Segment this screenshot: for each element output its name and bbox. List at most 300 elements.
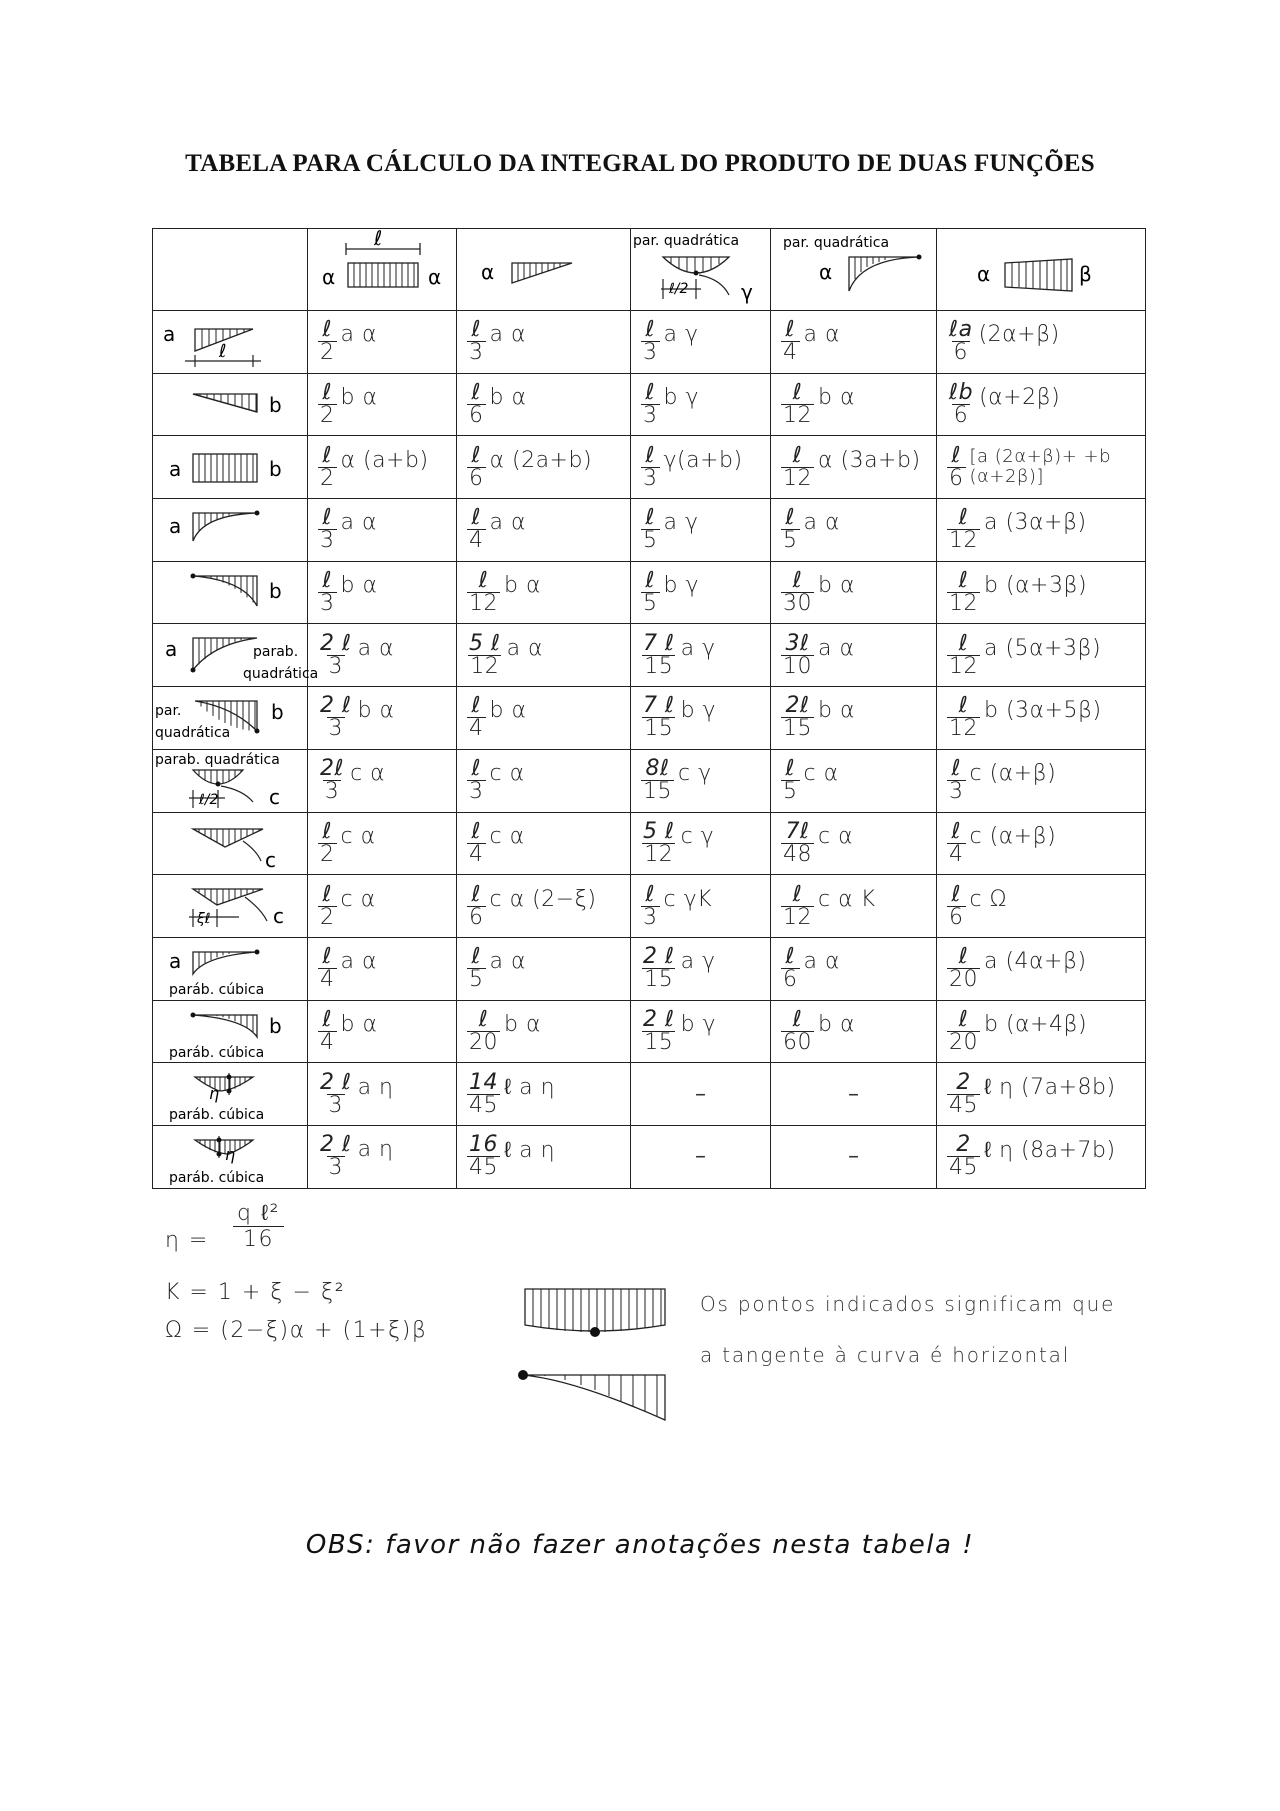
formula-factor: c γK [663,886,713,912]
fraction [641,1006,677,1055]
integral-cell [457,1000,631,1063]
formula-factor: a (3α+β) [984,510,1087,536]
formula [771,499,936,561]
fraction-numerator: 2 ℓ [320,693,352,719]
integral-cell [631,1000,771,1063]
formula-factor: b α [340,573,378,599]
fraction [318,382,337,427]
fraction-denominator: 6 [469,465,484,491]
fraction-numerator: ℓ [951,881,962,907]
fraction-denominator: 45 [469,1155,498,1181]
integral-cell [631,624,771,687]
fraction-denominator: 12 [644,841,674,867]
fraction [947,319,975,364]
fraction [318,818,337,867]
row-diagram-cell [153,1125,308,1188]
formula [631,813,770,875]
header-parabola-label: par. quadrática [633,233,740,249]
formula-factor: b α [818,698,855,724]
fraction [947,695,980,740]
formula [308,750,456,812]
shape-label-quad: quadrática [243,666,319,683]
fraction-denominator: 4 [783,340,798,366]
formula-factor: b α [340,1011,378,1037]
fraction [781,695,814,740]
header-beta: β [1079,262,1092,286]
formula [937,499,1145,561]
fraction [318,946,337,991]
table-row [153,875,1146,938]
shape-label-right: b [271,700,284,725]
integral-cell [937,1063,1146,1126]
integral-cell [937,875,1146,938]
fraction [641,818,677,867]
formula [771,750,936,812]
fraction [781,442,814,491]
fraction [467,695,486,740]
formula [771,436,936,498]
formula [937,875,1145,937]
integral-cell [771,1063,937,1126]
fraction-denominator: 15 [644,1029,674,1055]
integral-cell [771,1125,937,1188]
table-row [153,561,1146,624]
formula-factor: a α [340,510,377,536]
formula [308,1001,456,1063]
formula [937,687,1145,749]
fraction [467,818,486,867]
formula [631,374,770,436]
fraction-numerator: ℓ [792,442,803,468]
shape-note: paráb. cúbica [169,1107,265,1124]
fraction-denominator: 3 [320,591,335,617]
integral-cell [457,875,631,938]
row-diagram-cell [153,373,308,436]
fraction-denominator: 3 [643,403,658,429]
fraction-denominator: 15 [644,716,674,742]
formula [457,311,630,373]
formula [308,938,456,1000]
row-diagram-cell [153,561,308,624]
eta-lhs: η = [165,1228,209,1253]
formula-factor: c α (2−ξ) [489,886,597,912]
integral-cell [937,749,1146,812]
fraction-denominator: 45 [949,1155,978,1181]
fraction-denominator: 12 [949,591,978,617]
formula [631,436,770,498]
formula-factor: ℓ η (8a+7b) [984,1137,1116,1163]
fraction-numerator: ℓ [471,756,482,782]
integral-cell [308,1125,457,1188]
fraction [947,507,980,552]
fraction [318,1069,354,1118]
fraction [641,382,660,427]
corner-cell [153,229,308,311]
fraction-denominator: 5 [783,528,798,554]
formula-factor: b γ [680,698,717,724]
formula [457,499,630,561]
integral-cell [457,311,631,374]
fraction-denominator: 2 [320,403,335,429]
formula-factor: b α [818,573,855,599]
fraction-numerator: 2 [956,1069,971,1095]
formula-factor: a α [340,322,377,348]
formula-factor: b α [818,385,855,411]
load-diagram-icon [153,499,308,561]
fraction-denominator: 3 [328,1092,344,1118]
header-alpha: α [481,260,495,284]
integral-cell [308,875,457,938]
formula-factor: γ(a+b) [663,447,743,473]
fraction-denominator: 3 [643,904,658,930]
fraction-numerator: ℓ [785,756,796,782]
integral-cell [631,1063,771,1126]
formula-factor: [a (2α+β)+ +b (α+2β)] [969,446,1112,488]
header-row [153,229,1146,311]
shape-label-eta: η [209,1084,220,1104]
fraction-numerator: ℓ [322,568,333,594]
formula-factor: c (α+β) [969,823,1057,849]
formula-factor: b α [489,698,527,724]
integral-cell [771,937,937,1000]
fraction [467,881,486,930]
formula [771,562,936,624]
fraction [781,881,814,930]
fraction-numerator: 5 ℓ [469,630,501,656]
table-row [153,687,1146,750]
formula [937,938,1145,1000]
formula-factor: c α [340,886,376,912]
load-diagram-icon [153,624,319,686]
shape-label-right: b [269,392,282,417]
formula-factor: a α [340,949,377,975]
header-parabola2-label: par. quadrática [783,235,890,251]
formula-factor: c γ [678,761,712,787]
header-parabola-2 [771,229,937,311]
fraction [641,507,660,552]
header-alpha-2: α [819,260,833,284]
fraction [947,946,980,991]
fraction-numerator: 8ℓ [645,756,670,782]
integral-cell [457,812,631,875]
integral-cell [937,687,1146,750]
fraction [467,1069,500,1118]
integral-cell [308,624,457,687]
integral-cell [771,687,937,750]
integral-cell [457,1063,631,1126]
formula [308,374,456,436]
fraction-denominator: 6 [469,904,484,930]
fraction-denominator: 3 [328,716,344,742]
shape-label-left: a [169,457,182,482]
formula-factor: c α [489,823,525,849]
formula [457,938,630,1000]
shape-label-xi: ξℓ [197,911,211,928]
formula [771,875,936,937]
fraction-numerator: 2 ℓ [643,1006,675,1032]
fraction-denominator: 4 [949,841,964,867]
fraction-denominator: 20 [949,967,978,993]
row-diagram-cell [153,311,308,374]
integral-cell [771,373,937,436]
fraction-denominator: 12 [949,653,978,679]
fraction-denominator: 20 [469,1029,498,1055]
integral-table [152,228,1146,1189]
formula [457,750,630,812]
integral-cell [308,749,457,812]
formula-factor: a γ [663,322,699,348]
integral-cell [771,499,937,562]
formula-factor: b α [489,385,527,411]
formula [937,562,1145,624]
fraction [467,630,503,679]
fraction-numerator: ℓ [471,818,482,844]
fraction-numerator: 2 ℓ [643,944,675,970]
load-diagram-icon [153,813,308,875]
fraction-denominator: 12 [470,653,500,679]
fraction [467,570,500,615]
formula [457,687,630,749]
formula-factor: a α [357,635,395,661]
fraction-numerator: ℓ [958,568,969,594]
shape-label-left: a [169,514,182,539]
fraction-denominator: 3 [324,779,340,805]
fraction-numerator: ℓ [958,944,969,970]
formula [937,1126,1145,1188]
fraction-denominator: 3 [328,1155,344,1181]
fraction-denominator: 3 [643,465,658,491]
shape-note: paráb. cúbica [169,1169,265,1186]
integral-cell [308,499,457,562]
fraction-denominator: 3 [643,340,658,366]
fraction [947,1069,980,1118]
fraction-denominator: 6 [469,403,484,429]
formula [771,374,936,436]
fraction-numerator: ℓ [792,1006,803,1032]
fraction-numerator: ℓ [471,442,482,468]
formula [937,436,1145,498]
fraction-denominator: 6 [953,403,969,429]
formula-factor: a α [489,949,526,975]
fraction-denominator: 6 [949,904,964,930]
formula [457,1126,630,1188]
fraction [467,758,486,803]
formula-factor: a η [357,1074,394,1100]
integral-cell [308,436,457,499]
integral-cell [937,1125,1146,1188]
eta-numerator: q ℓ² [237,1201,280,1226]
formula-factor: a γ [680,635,716,661]
formula-factor: b α [504,573,541,599]
fraction [781,1006,814,1055]
shape-label-quad: quadrática [155,725,231,742]
shape-label-right: b [269,1013,282,1038]
fraction [947,570,980,615]
table-row [153,749,1146,812]
header-length-label: ℓ [374,226,383,250]
formula [308,687,456,749]
integral-cell [308,311,457,374]
row-diagram-cell [153,1000,308,1063]
integral-cell [937,373,1146,436]
fraction-denominator: 12 [783,465,812,491]
fraction [781,382,814,427]
integral-cell [308,812,457,875]
formula [937,374,1145,436]
load-diagram-icon [153,562,308,624]
fraction-numerator: ℓ [471,693,482,719]
formula-factor: (α+2β) [979,385,1061,411]
table-row [153,1000,1146,1063]
fraction-denominator: 6 [783,967,798,993]
fraction [641,946,677,991]
note-line-2: a tangente à curva é horizontal [700,1343,1071,1367]
eta-fraction [233,1200,284,1252]
shape-label-left: a [163,322,176,346]
parabola-diagram-icon [631,229,771,310]
shape-label-left: a [165,637,178,662]
fraction-numerator: ℓ [645,317,656,343]
fraction-denominator: 45 [469,1092,498,1118]
table-row [153,937,1146,1000]
empty-dash: – [695,1081,706,1107]
fraction-denominator: 3 [469,340,484,366]
fraction-denominator: 3 [469,779,484,805]
tangent-diagram-icon [515,1285,675,1425]
fraction-numerator: ℓ [645,568,656,594]
row-diagram-cell [153,499,308,562]
row-diagram-cell [153,624,319,687]
fraction [641,881,660,930]
triangle-diagram-icon [457,229,631,310]
integral-cell [631,687,771,750]
fraction [318,1006,337,1055]
integral-cell [308,1000,457,1063]
fraction-numerator: 3ℓ [785,630,810,656]
fraction-numerator: ℓ [958,693,969,719]
fraction-numerator: ℓ [951,442,962,468]
shape-label-right: c [265,847,276,872]
shape-length-label: ℓ [219,341,227,362]
fraction-numerator: ℓ [322,505,333,531]
fraction [781,758,800,803]
fraction-denominator: 12 [469,591,498,617]
fraction-numerator: ℓ [471,944,482,970]
fraction-denominator: 48 [783,841,812,867]
formula [631,1001,770,1063]
formula [308,875,456,937]
load-diagram-icon [153,750,308,812]
load-diagram-icon [153,311,308,373]
fraction-denominator: 5 [643,528,658,554]
formula [308,436,456,498]
formula-factor: b α [340,385,378,411]
fraction [781,630,814,679]
table-row [153,373,1146,436]
k-formula: K = 1 + ξ − ξ² [165,1280,346,1305]
row-diagram-cell [153,687,308,750]
fraction-denominator: 12 [783,403,812,429]
fraction-denominator: 15 [644,653,674,679]
obs-note: OBS: favor não fazer anotações nesta tabela ! [305,1530,975,1560]
formula-factor: α (3a+b) [818,447,921,473]
fraction [781,570,814,615]
formula-factor: α (2a+b) [489,447,593,473]
integral-cell [631,499,771,562]
fraction-numerator: ℓ [785,944,796,970]
fraction-denominator: 4 [320,1029,335,1055]
fraction-denominator: 3 [328,653,344,679]
integral-cell [457,937,631,1000]
formula-factor: a α [489,322,526,348]
fraction-numerator: ℓ [785,505,796,531]
empty-dash: – [848,1081,859,1107]
fraction-numerator: ℓ [785,317,796,343]
fraction-numerator: ℓ [792,380,803,406]
formula [937,624,1145,686]
fraction-numerator: 2ℓ [785,693,810,719]
integral-cell [631,937,771,1000]
formula-factor: a α [818,635,855,661]
formula [937,813,1145,875]
formula [771,624,936,686]
fraction-numerator: ℓ [645,505,656,531]
fraction-numerator: ℓ [645,380,656,406]
formula-factor: a η [357,1137,394,1163]
fraction [318,695,354,740]
table-row [153,436,1146,499]
table-row [153,1125,1146,1188]
load-diagram-icon [153,938,308,1000]
formula [771,813,936,875]
formula-factor: c α [340,823,376,849]
fraction-denominator: 15 [644,967,674,993]
row-diagram-cell [153,875,308,938]
header-trapezoid [937,229,1146,311]
fraction-denominator: 6 [953,340,969,366]
integral-cell [771,749,937,812]
fraction-numerator: 5 ℓ [643,818,675,844]
integral-cell [308,937,457,1000]
empty-dash: – [695,1144,706,1170]
integral-cell [308,373,457,436]
integral-cell [631,749,771,812]
formula [771,687,936,749]
integral-cell [631,561,771,624]
fraction [947,1006,980,1055]
fraction [947,758,966,803]
integral-cell [771,561,937,624]
integral-cell [457,749,631,812]
formula-factor: a α [506,635,544,661]
fraction [781,818,814,867]
formula [457,813,630,875]
fraction-denominator: 15 [643,779,672,805]
fraction-denominator: 10 [783,653,812,679]
fraction [947,881,966,930]
formula-factor: c α [818,823,854,849]
formula [937,750,1145,812]
fraction-numerator: ℓ [322,442,333,468]
fraction-numerator: 2 [956,1132,971,1158]
integral-cell [631,373,771,436]
fraction [947,630,980,679]
fraction-numerator: ℓ [471,380,482,406]
shape-label-right: c [269,784,280,809]
fraction [318,442,337,491]
fraction-numerator: ℓ [471,505,482,531]
shape-label-right: b [269,457,282,482]
